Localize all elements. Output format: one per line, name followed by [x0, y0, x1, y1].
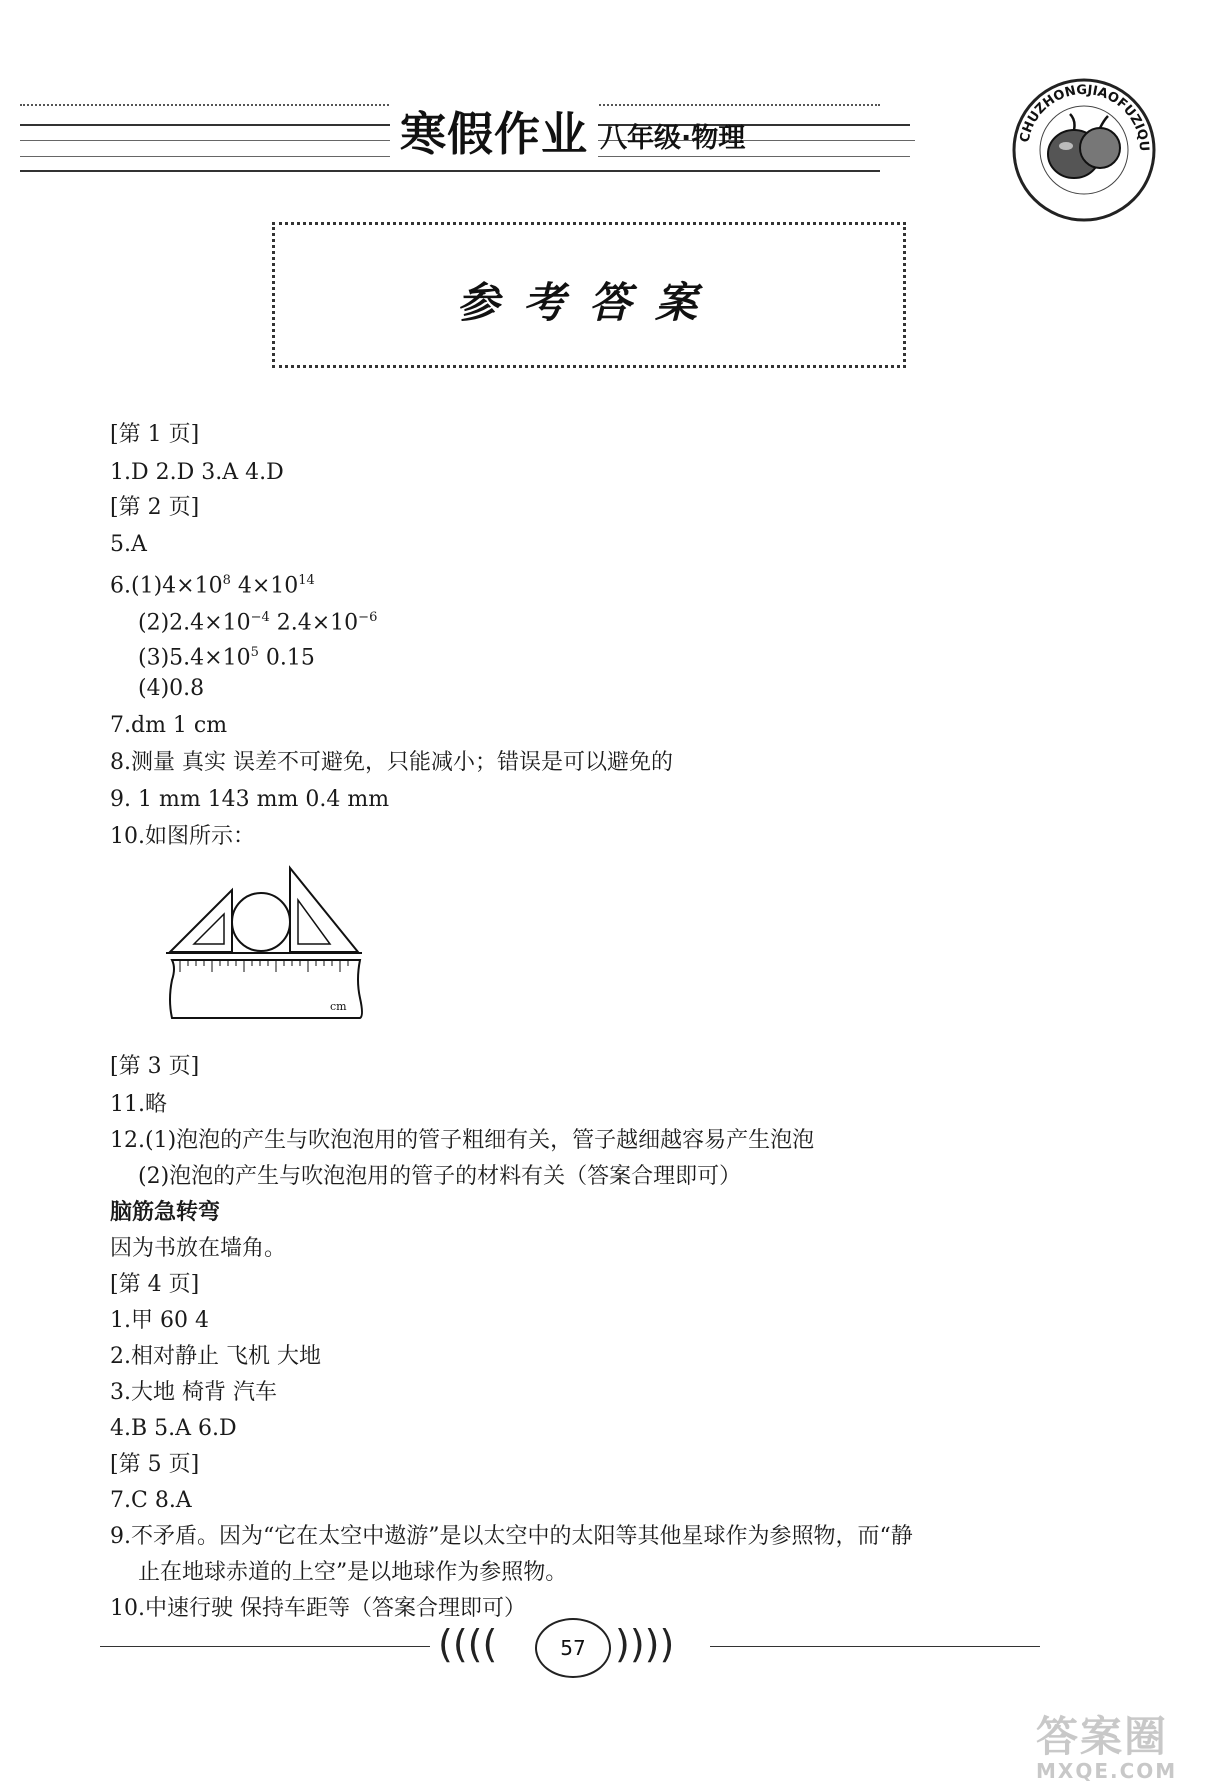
- answer-line: (4)0.8: [138, 676, 205, 701]
- answer-line: [110, 566, 315, 601]
- section-heading: [第 1 页]: [110, 422, 200, 447]
- footer-rule: [100, 1646, 430, 1647]
- exponent: 14: [298, 573, 315, 588]
- page-number: 57: [535, 1618, 611, 1678]
- answer-line: 10.如图所示：: [110, 824, 255, 849]
- header-title: 寒假作业: [390, 98, 598, 164]
- watermark: [1036, 1714, 1216, 1786]
- answer-line: 12.(1)泡泡的产生与吹泡泡用的管子粗细有关，管子越细越容易产生泡泡: [110, 1128, 815, 1153]
- watermark-text: 答案圈: [1036, 1712, 1169, 1761]
- section-heading: [第 2 页]: [110, 495, 200, 520]
- footer-deco-right: )))): [615, 1622, 675, 1666]
- watermark-url: MXQE.COM: [1036, 1759, 1178, 1783]
- answer-line: 9. 1 mm 143 mm 0.4 mm: [110, 787, 390, 812]
- answer-line: 10.中速行驶 保持车距等（答案合理即可）: [110, 1596, 526, 1621]
- answer-line: 3.大地 椅背 汽车: [110, 1380, 277, 1405]
- answer-line: 1.甲 60 4: [110, 1308, 209, 1333]
- answer-line: 因为书放在墙角。: [110, 1236, 287, 1261]
- answer-line: 止在地球赤道的上空”是以地球作为参照物。: [138, 1560, 568, 1585]
- ruler-figure: [160, 860, 370, 1020]
- answer-line: [138, 638, 315, 673]
- page-title: 参考答案: [456, 278, 721, 327]
- answer-line: 11.略: [110, 1092, 167, 1117]
- answer-line: [138, 603, 377, 638]
- footer-rule: [710, 1646, 1040, 1647]
- badge-text: CHUZHONGJIAOFUZIQU: [1017, 82, 1152, 152]
- brain-teaser-heading: 脑筋急转弯: [110, 1200, 221, 1225]
- answer-line: 4.B 5.A 6.D: [110, 1416, 237, 1441]
- header-subtitle: 八年级·物理: [600, 123, 746, 154]
- exponent: −6: [358, 610, 378, 625]
- answer-line: 1.D 2.D 3.A 4.D: [110, 460, 284, 485]
- answer-text: 4×10: [230, 573, 299, 599]
- answer-title-box: [272, 222, 906, 368]
- exponent: 8: [222, 573, 231, 588]
- section-heading: [第 4 页]: [110, 1272, 200, 1297]
- answer-line: 8.测量 真实 误差不可避免，只能减小；错误是可以避免的: [110, 750, 673, 775]
- answer-text: 2.4×10: [269, 610, 359, 636]
- answer-text: (3)5.4×10: [138, 645, 251, 671]
- answer-line: (2)泡泡的产生与吹泡泡用的管子的材料有关（答案合理即可）: [138, 1164, 742, 1189]
- answer-line: 5.A: [110, 532, 147, 557]
- answer-line: 2.相对静止 飞机 大地: [110, 1344, 321, 1369]
- answer-line: 9.不矛盾。因为“它在太空中遨游”是以太空中的太阳等其他星球作为参照物，而“静: [110, 1524, 913, 1549]
- answer-text: 0.15: [258, 645, 315, 671]
- section-heading: [第 5 页]: [110, 1452, 200, 1477]
- footer-deco-left: ((((: [438, 1622, 498, 1666]
- answer-text: 6.(1)4×10: [110, 573, 223, 599]
- figure-unit-label: cm: [330, 1000, 347, 1013]
- answer-line: 7.C 8.A: [110, 1488, 192, 1513]
- exponent: −4: [250, 610, 270, 625]
- section-heading: [第 3 页]: [110, 1054, 200, 1079]
- exponent: 5: [250, 645, 259, 660]
- answer-line: 7.dm 1 cm: [110, 713, 228, 738]
- answer-text: (2)2.4×10: [138, 610, 251, 636]
- header-rule: [20, 170, 880, 172]
- apple-badge-icon: [1008, 74, 1160, 226]
